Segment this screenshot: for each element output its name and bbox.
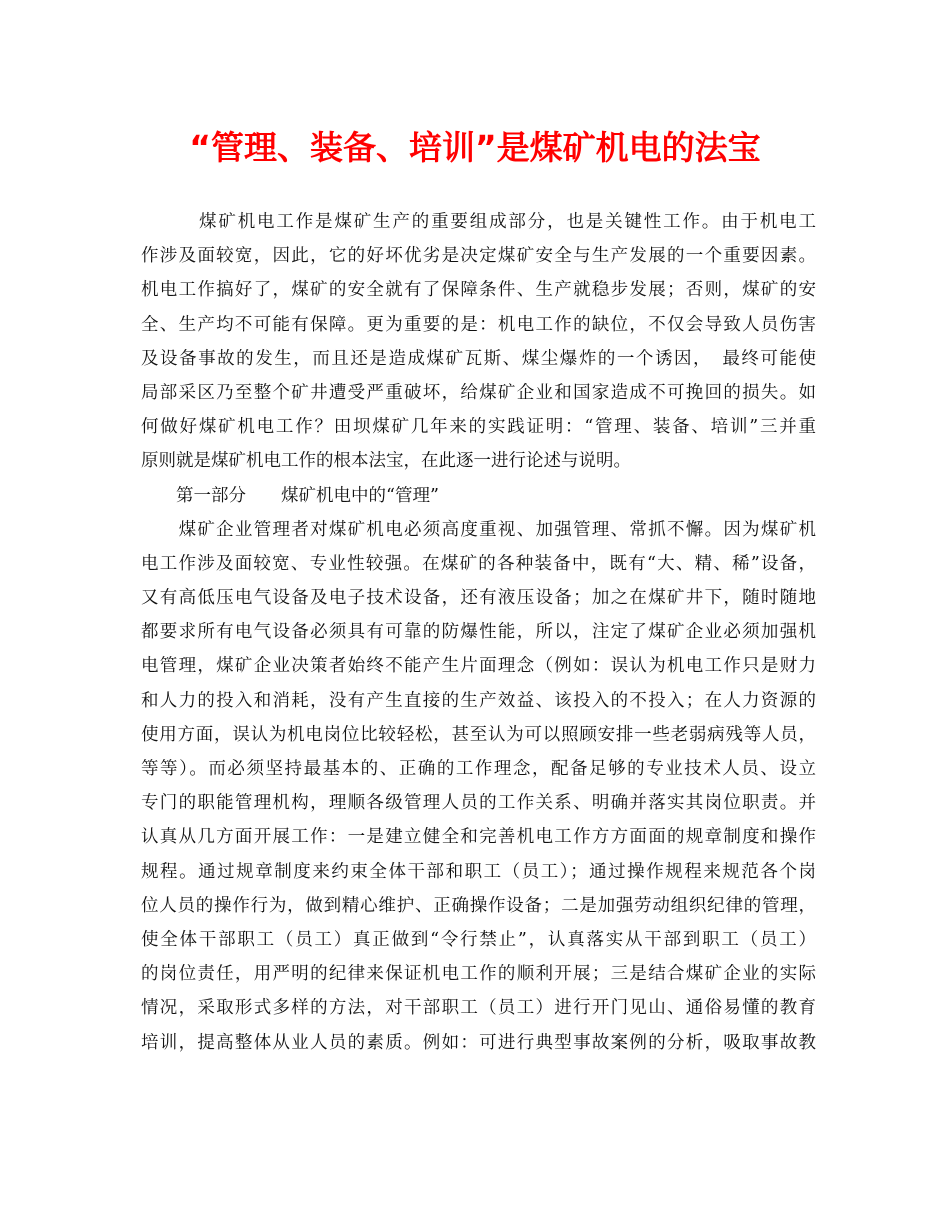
paragraph-line: 电工作涉及面较宽、专业性较强。在煤矿的各种装备中，既有“大、精、稀”设备，	[141, 553, 816, 574]
paragraph-line: 煤矿企业管理者对煤矿机电必须高度重视、加强管理、常抓不懈。因为煤矿机	[141, 519, 816, 540]
paragraph-line: 都要求所有电气设备必须具有可靠的防爆性能，所以，注定了煤矿企业必须加强机	[141, 622, 816, 643]
paragraph-line: 规程。通过规章制度来约束全体干部和职工（员工）；通过操作规程来规范各个岗	[141, 861, 816, 882]
paragraph-line: 等等）。而必须坚持最基本的、正确的工作理念，配备足够的专业技术人员、设立	[141, 759, 816, 779]
paragraph-line: 使用方面，误认为机电岗位比较轻松，甚至认为可以照顾安排一些老弱病残等人员，	[141, 724, 816, 745]
paragraph-line: 原则就是煤矿机电工作的根本法宝，在此逐一进行论述与说明。	[141, 451, 631, 472]
paragraph-line: 培训，提高整体从业人员的素质。例如：可进行典型事故案例的分析，吸取事故教	[141, 1032, 816, 1053]
paragraph-line: 煤矿机电工作是煤矿生产的重要组成部分，也是关键性工作。由于机电工	[141, 212, 816, 232]
paragraph-line: 何做好煤矿机电工作？田坝煤矿几年来的实践证明：“管理、装备、培训”三并重	[141, 417, 816, 438]
paragraph-line: 和人力的投入和消耗，没有产生直接的生产效益、该投入的不投入；在人力资源的	[141, 690, 816, 711]
paragraph-line: 全、生产均不可能有保障。更为重要的是：机电工作的缺位，不仅会导致人员伤害	[141, 314, 816, 335]
paragraph-line: 电管理，煤矿企业决策者始终不能产生片面理念（例如：误认为机电工作只是财力	[141, 656, 816, 677]
paragraph-line: 作涉及面较宽，因此，它的好坏优劣是决定煤矿安全与生产发展的一个重要因素。	[141, 246, 816, 267]
paragraph-line: 又有高低压电气设备及电子技术设备，还有液压设备；加之在煤矿井下，随时随地	[141, 588, 816, 609]
document-title: “管理、装备、培训”是煤矿机电的法宝	[189, 128, 761, 167]
paragraph-line: 专门的职能管理机构，理顺各级管理人员的工作关系、明确并落实其岗位职责。并	[141, 793, 816, 814]
paragraph-line: 局部采区乃至整个矿井遭受严重破坏，给煤矿企业和国家造成不可挽回的损失。如	[141, 382, 816, 403]
document-body	[141, 205, 816, 1060]
paragraph-line: 及设备事故的发生，而且还是造成煤矿瓦斯、煤尘爆炸的一个诱因， 最终可能使	[141, 348, 816, 369]
section-heading: 第一部分 煤矿机电中的“管理”	[176, 485, 439, 506]
paragraph-line: 位人员的操作行为，做到精心维护、正确操作设备；二是加强劳动组织纪律的管理，	[141, 895, 816, 916]
paragraph-line: 机电工作搞好了，煤矿的安全就有了保障条件、生产就稳步发展；否则，煤矿的安	[141, 280, 816, 301]
paragraph-line: 认真从几方面开展工作：一是建立健全和完善机电工作方方面面的规章制度和操作	[141, 827, 816, 848]
paragraph-line: 的岗位责任，用严明的纪律来保证机电工作的顺利开展；三是结合煤矿企业的实际	[141, 964, 816, 985]
paragraph-line: 情况，采取形式多样的方法，对干部职工（员工）进行开门见山、通俗易懂的教育	[141, 998, 816, 1019]
paragraph-line: 使全体干部职工（员工）真正做到“令行禁止”，认真落实从干部到职工（员工）	[141, 929, 816, 950]
